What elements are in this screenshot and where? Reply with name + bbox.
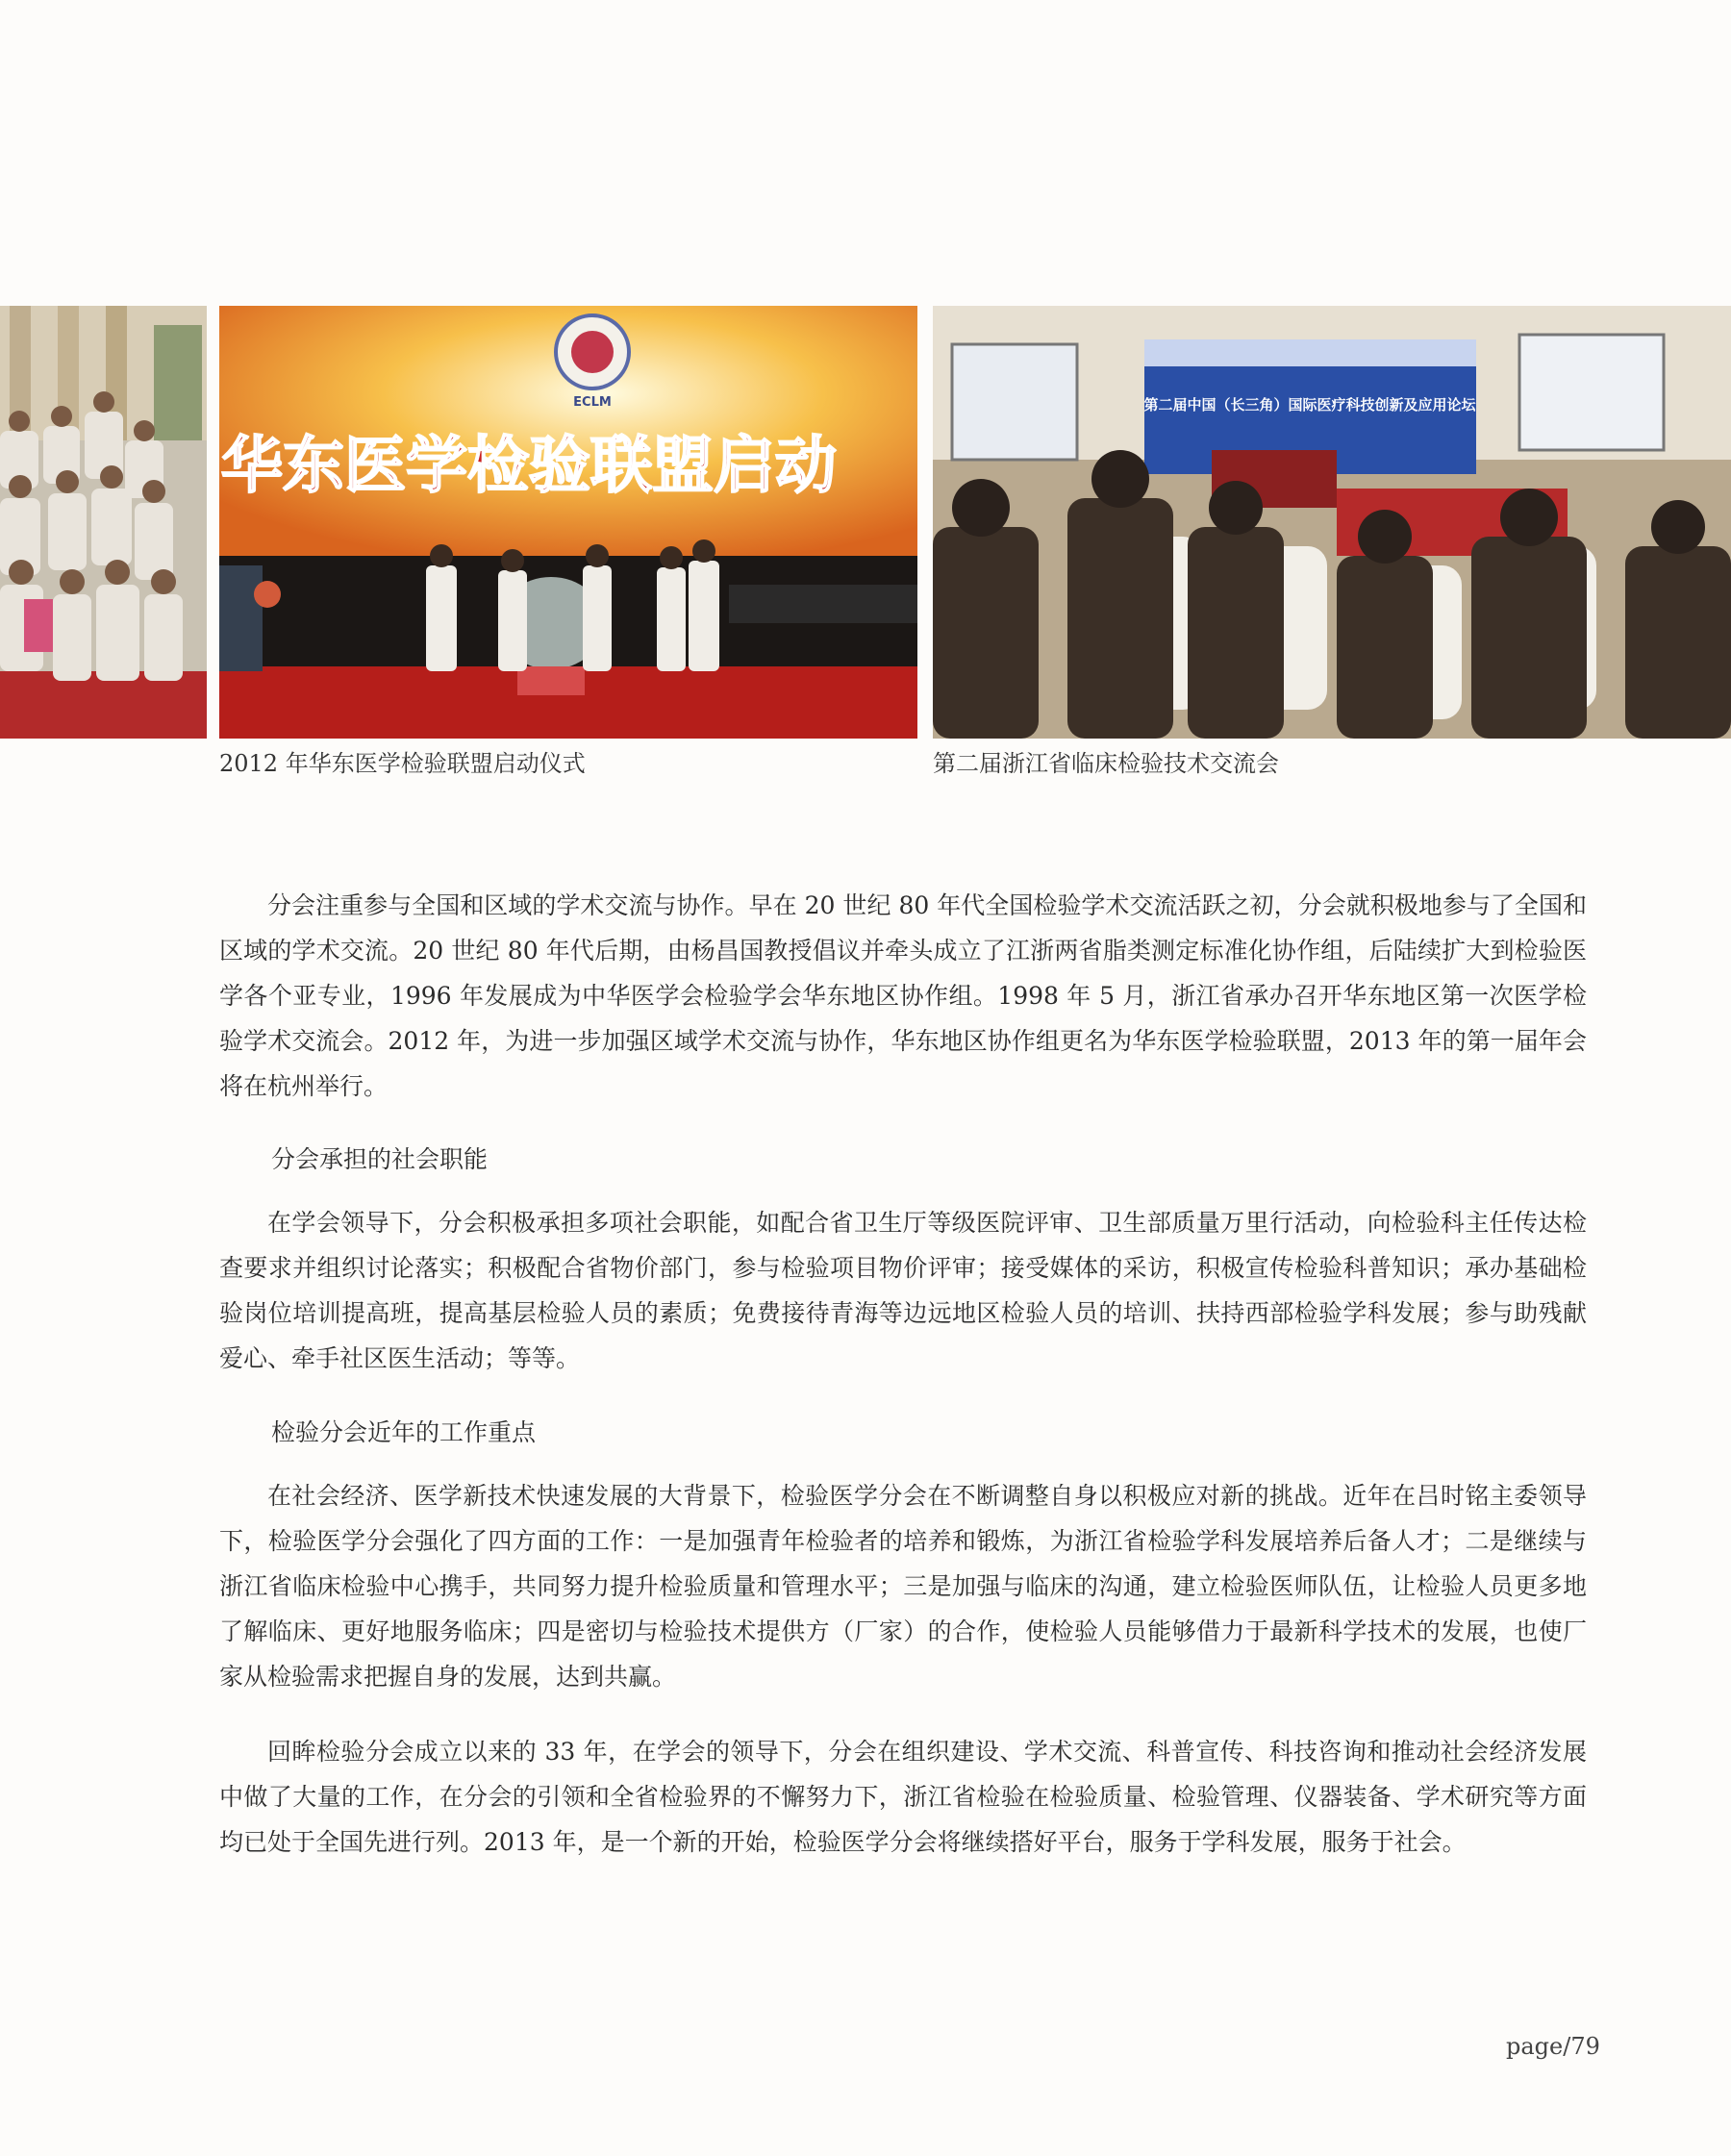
paragraph-text: 分会注重参与全国和区域的学术交流与协作。早在 20 世纪 80 年代全国检验学术交流活跃之初，分会就积极地参与了全国和区域的学术交流。20 世纪 80 年代后期，由杨昌国教授倡议并牵头成立了江浙两省脂类测定标准化协作组，后陆续扩大到检验医学各个亚专业，1996 年发展成为中华医学会检验学会华东地区协作组。1998 年 5 月，浙江省承办召开华东地区第一次医学检验学术交流会。2012 年，为进一步加强区域学术交流与协作，华东地区协作组更名为华东医学检验联盟，2013 年的第一届年会将在杭州举行。 — [219, 891, 1587, 1100]
section-heading-work-focus: 检验分会近年的工作重点 — [271, 1418, 537, 1446]
launch-photo-caption: 2012 年华东医学检验联盟启动仪式 — [219, 750, 586, 777]
forum-screen-text: 第二届中国（长三角）国际医疗科技创新及应用论坛 — [1143, 396, 1476, 414]
launch-ceremony-photo — [219, 306, 917, 739]
paragraph-social-functions — [219, 1200, 1587, 1381]
paragraph-text: 在社会经济、医学新技术快速发展的大背景下，检验医学分会在不断调整自身以积极应对新的挑战。近年在吕时铭主委领导下，检验医学分会强化了四方面的工作：一是加强青年检验者的培养和锻炼，为浙江省检验学科发展培养后备人才；二是继续与浙江省临床检验中心携手，共同努力提升检验质量和管理水平；三是加强与临床的沟通，建立检验医师队伍，让检验人员更多地了解临床、更好地服务临床；四是密切与检验技术提供方（厂家）的合作，使检验人员能够借力于最新科学技术的发展，也使厂家从检验需求把握自身的发展，达到共赢。 — [219, 1482, 1587, 1691]
launch-banner-text: 华东医学检验联盟启动 — [221, 431, 837, 502]
section-heading-social-functions: 分会承担的社会职能 — [271, 1145, 489, 1173]
page-number: page/79 — [1506, 2033, 1600, 2060]
paragraph-retrospect — [219, 1729, 1587, 1865]
paragraph-academic-exchange — [219, 883, 1587, 1109]
paragraph-text: 回眸检验分会成立以来的 33 年，在学会的领导下，分会在组织建设、学术交流、科普宣传、科技咨询和推动社会经济发展中做了大量的工作，在分会的引领和全省检验界的不懈努力下，浙江省检验在检验质量、检验管理、仪器装备、学术研究等方面均已处于全国先进行列。2013 年，是一个新的开始，检验医学分会将继续搭好平台，服务于学科发展，服务于社会。 — [219, 1738, 1587, 1856]
forum-photo — [933, 306, 1731, 739]
launch-logo-text: ECLM — [573, 395, 612, 410]
paragraph-work-focus — [219, 1473, 1587, 1699]
paragraph-text: 在学会领导下，分会积极承担多项社会职能，如配合省卫生厅等级医院评审、卫生部质量万里行活动，向检验科主任传达检查要求并组织讨论落实；积极配合省物价部门，参与检验项目物价评审；接受媒体的采访，积极宣传检验科普知识；承办基础检验岗位培训提高班，提高基层检验人员的素质；免费接待青海等边远地区检验人员的培训、扶持西部检验学科发展；参与助残献爱心、牵手社区医生活动；等等。 — [219, 1209, 1587, 1372]
group-photo — [0, 306, 207, 739]
forum-photo-caption: 第二届浙江省临床检验技术交流会 — [933, 750, 1279, 777]
